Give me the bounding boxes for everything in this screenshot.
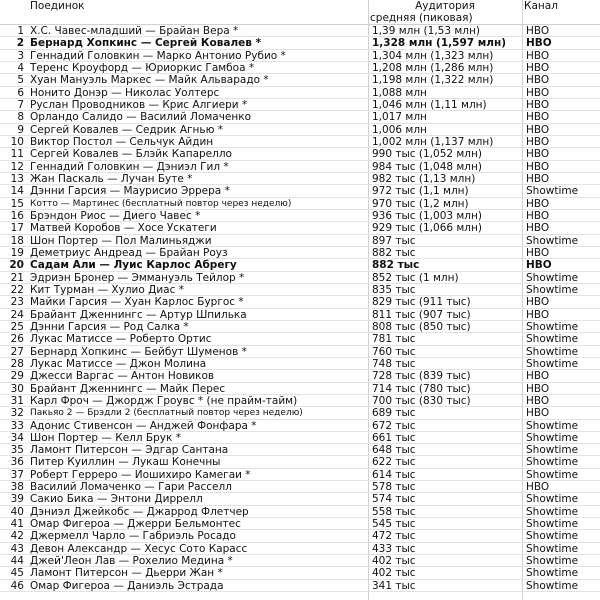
- row-audience: 835 тыс: [372, 283, 416, 296]
- row-audience: 1,208 млн (1,286 млн): [372, 61, 494, 74]
- table-row: [0, 284, 600, 296]
- table-row: [0, 136, 600, 148]
- row-channel: Showtime: [526, 555, 579, 568]
- row-fight: Карл Фроч — Джордж Гроувс * (не прайм-тайм): [30, 394, 298, 407]
- row-audience: 472 тыс: [372, 530, 416, 543]
- table-row: [0, 62, 600, 74]
- table-row: [0, 567, 600, 579]
- table-row: [0, 407, 600, 419]
- row-channel: HBO: [526, 481, 550, 494]
- row-fight: Брайант Дженнингс — Артур Шпилька: [30, 308, 247, 321]
- row-audience: 1,39 млн (1,53 млн): [372, 25, 480, 37]
- row-channel: Showtime: [526, 419, 579, 432]
- table-row: [0, 333, 600, 345]
- row-fight: Джей'Леон Лав — Рохелио Медина *: [30, 555, 233, 568]
- table-row: [0, 456, 600, 468]
- row-audience: 700 тыс (830 тыс): [372, 394, 471, 407]
- row-number: 41: [10, 518, 24, 531]
- row-number: 39: [10, 493, 24, 506]
- row-number: 42: [10, 530, 24, 543]
- table-row: [0, 321, 600, 333]
- table-row: [0, 74, 600, 86]
- row-fight: Эдриэн Бронер — Эммануэль Тейлор *: [30, 271, 245, 284]
- row-fight: Дэниэл Джейкобс — Джаррод Флетчер: [30, 505, 249, 518]
- row-channel: Showtime: [526, 271, 579, 284]
- row-audience: 882 тыс: [372, 259, 420, 272]
- row-audience: 811 тыс (907 тыс): [372, 308, 471, 321]
- row-channel: Showtime: [526, 444, 579, 457]
- row-number: 26: [10, 333, 24, 346]
- row-fight: Нонито Донэр — Николас Уолтерс: [30, 86, 220, 99]
- table-header: [0, 0, 600, 25]
- row-channel: Showtime: [526, 493, 579, 506]
- row-fight: Омар Фигероа — Джерри Бельмонтес: [30, 518, 241, 531]
- table-row: [0, 555, 600, 567]
- row-number: 19: [10, 246, 24, 259]
- table-row: [0, 493, 600, 505]
- table-row: [0, 296, 600, 308]
- table-row: [0, 530, 600, 542]
- row-fight: Брайант Дженнингс — Майк Перес: [30, 382, 226, 395]
- row-fight: Деметриус Андреад — Брайан Роуз: [30, 246, 228, 259]
- row-audience: 1,046 млн (1,11 млн): [372, 98, 487, 111]
- row-audience: 984 тыс (1,048 млн): [372, 160, 482, 173]
- row-audience: 622 тыс: [372, 456, 416, 469]
- row-number: 29: [10, 370, 24, 383]
- row-audience: 402 тыс: [372, 567, 416, 580]
- row-number: 36: [10, 456, 24, 469]
- table-row: [0, 469, 600, 481]
- row-fight: Сергей Ковалев — Блэйк Капарелло: [30, 148, 232, 161]
- row-audience: 574 тыс: [372, 493, 416, 506]
- row-channel: HBO: [526, 98, 550, 111]
- table-row: [0, 506, 600, 518]
- row-fight: Адонис Стивенсон — Анджей Фонфара *: [30, 419, 257, 432]
- row-fight: Шон Портер — Пол Малиньяджи: [30, 234, 212, 247]
- table-row: [0, 37, 600, 49]
- row-number: 30: [10, 382, 24, 395]
- row-channel: Showtime: [526, 456, 579, 469]
- row-number: 16: [10, 209, 24, 222]
- row-audience: 970 тыс (1,2 млн): [372, 197, 469, 210]
- row-number: 18: [10, 234, 24, 247]
- table-row: [0, 247, 600, 259]
- table-row: [0, 420, 600, 432]
- table-row: [0, 518, 600, 530]
- row-number: 9: [17, 123, 24, 136]
- table-row: [0, 543, 600, 555]
- row-number: 24: [10, 308, 24, 321]
- row-channel: HBO: [526, 296, 550, 309]
- row-audience: 936 тыс (1,003 млн): [372, 209, 482, 222]
- row-audience: 614 тыс: [372, 468, 416, 481]
- row-channel: HBO: [526, 259, 552, 272]
- row-fight: Джесси Варгас — Антон Новиков: [30, 370, 215, 383]
- row-number: 6: [17, 86, 24, 99]
- table-row: [0, 25, 600, 37]
- row-audience: 1,006 млн: [372, 123, 427, 136]
- row-audience: 1,198 млн (1,322 млн): [372, 74, 494, 87]
- row-channel: HBO: [526, 382, 550, 395]
- row-audience: 689 тыс: [372, 407, 416, 420]
- table-row: [0, 87, 600, 99]
- row-number: 8: [17, 111, 24, 124]
- row-audience: 897 тыс: [372, 234, 416, 247]
- table-row: [0, 432, 600, 444]
- row-fight: Дэнни Гарсия — Род Салка *: [30, 320, 189, 333]
- table-row: [0, 235, 600, 247]
- table-row: [0, 161, 600, 173]
- table-row: [0, 309, 600, 321]
- row-fight: Шон Портер — Келл Брук *: [30, 431, 181, 444]
- row-fight: Ламонт Питерсон — Эдгар Сантана: [30, 444, 229, 457]
- row-channel: HBO: [526, 246, 550, 259]
- row-fight: Теренс Кроуфорд — Юриоркис Гамбоа *: [30, 61, 255, 74]
- table-row: [0, 148, 600, 160]
- row-channel: HBO: [526, 135, 550, 148]
- row-channel: HBO: [526, 148, 550, 161]
- table-row: [0, 50, 600, 62]
- row-number: 33: [10, 419, 24, 432]
- table-row: [0, 346, 600, 358]
- row-fight: Лукас Матиссе — Джон Молина: [30, 357, 207, 370]
- table-row: [0, 185, 600, 197]
- row-fight: Бернард Хопкинс — Бейбут Шуменов *: [30, 345, 247, 358]
- row-number: 40: [10, 505, 24, 518]
- table-row: [0, 99, 600, 111]
- row-audience: 341 тыс: [372, 579, 416, 592]
- row-fight: Пакьяо 2 — Брэдли 2 (бесплатный повтор через неделю): [30, 408, 303, 419]
- row-channel: HBO: [526, 25, 550, 37]
- row-fight: Роберт Герреро — Йошихиро Камегаи *: [30, 468, 251, 481]
- row-audience: 1,088 млн: [372, 86, 427, 99]
- table-row: [0, 272, 600, 284]
- row-audience: 1,304 млн (1,323 млн): [372, 49, 494, 62]
- row-number: 37: [10, 468, 24, 481]
- row-channel: Showtime: [526, 185, 579, 198]
- row-channel: Showtime: [526, 468, 579, 481]
- row-number: 11: [10, 148, 24, 161]
- row-number: 20: [9, 259, 24, 272]
- row-audience: 545 тыс: [372, 518, 416, 531]
- row-fight: Сакио Бика — Энтони Диррелл: [30, 493, 203, 506]
- table-row: [0, 173, 600, 185]
- row-channel: HBO: [526, 172, 550, 185]
- row-number: 17: [10, 222, 24, 235]
- row-number: 4: [17, 61, 24, 74]
- row-fight: Садам Али — Луис Карлос Абрегу: [30, 259, 237, 272]
- row-channel: HBO: [526, 61, 550, 74]
- row-audience: 972 тыс (1,1 млн): [372, 185, 469, 198]
- row-audience: 929 тыс (1,066 млн): [372, 222, 482, 235]
- table-row: [0, 358, 600, 370]
- row-audience: 558 тыс: [372, 505, 416, 518]
- header-audience: Аудитория: [415, 0, 475, 12]
- row-number: 23: [10, 296, 24, 309]
- row-number: 44: [10, 555, 24, 568]
- table-row: [0, 222, 600, 234]
- row-fight: Ламонт Питерсон — Дьерри Жан *: [30, 567, 223, 580]
- header-audience-sub: средняя (пиковая): [370, 12, 473, 24]
- table-row: [0, 198, 600, 210]
- row-audience: 748 тыс: [372, 357, 416, 370]
- row-number: 46: [10, 579, 24, 592]
- row-fight: Омар Фигероа — Даниэль Эстрада: [30, 579, 224, 592]
- row-channel: HBO: [526, 49, 550, 62]
- header-fight: Поединок: [30, 0, 85, 12]
- row-audience: 402 тыс: [372, 555, 416, 568]
- row-fight: Орландо Салидо — Василий Ломаченко: [30, 111, 252, 124]
- row-audience: 1,017 млн: [372, 111, 427, 124]
- row-fight: Девон Александр — Хесус Сото Карасс: [30, 542, 248, 555]
- row-number: 35: [10, 444, 24, 457]
- row-channel: HBO: [526, 197, 550, 210]
- table-body: [0, 25, 600, 592]
- row-number: 3: [17, 49, 24, 62]
- row-number: 45: [10, 567, 24, 580]
- row-fight: Геннадий Головкин — Марко Антонио Рубио *: [30, 49, 286, 62]
- row-fight: Сергей Ковалев — Седрик Агнью *: [30, 123, 224, 136]
- header-audience-group: [370, 0, 520, 24]
- row-audience: 728 тыс (839 тыс): [372, 370, 471, 383]
- row-channel: HBO: [526, 37, 552, 50]
- table-row: [0, 259, 600, 271]
- row-audience: 661 тыс: [372, 431, 416, 444]
- row-number: 1: [17, 25, 24, 37]
- row-channel: HBO: [526, 74, 550, 87]
- row-channel: HBO: [526, 394, 550, 407]
- row-audience: 882 тыс: [372, 246, 416, 259]
- row-fight: Василий Ломаченко — Гари Расселл: [30, 481, 232, 494]
- row-number: 21: [10, 271, 24, 284]
- row-fight: Котто — Мартинес (бесплатный повтор через неделю): [30, 198, 292, 209]
- row-fight: Матвей Коробов — Хосе Ускатеги: [30, 222, 217, 235]
- row-channel: Showtime: [526, 431, 579, 444]
- row-fight: Кит Турман — Хулио Диас *: [30, 283, 184, 296]
- row-channel: HBO: [526, 86, 550, 99]
- row-number: 27: [10, 345, 24, 358]
- row-number: 7: [17, 98, 24, 111]
- row-number: 5: [17, 74, 24, 87]
- row-audience: 714 тыс (780 тыс): [372, 382, 471, 395]
- row-channel: HBO: [526, 407, 550, 420]
- row-channel: HBO: [526, 209, 550, 222]
- row-channel: Showtime: [526, 357, 579, 370]
- row-fight: Джермелл Чарло — Габриэль Росадо: [30, 530, 236, 543]
- row-audience: 1,328 млн (1,597 млн): [372, 37, 507, 50]
- row-audience: 990 тыс (1,052 млн): [372, 148, 482, 161]
- row-number: 32: [10, 407, 24, 420]
- table-row: [0, 124, 600, 136]
- row-fight: Руслан Проводников — Крис Алгиери *: [30, 98, 248, 111]
- row-fight: Питер Куиллин — Лукаш Конечны: [30, 456, 221, 469]
- row-number: 15: [10, 197, 24, 210]
- row-channel: Showtime: [526, 542, 579, 555]
- row-number: 12: [10, 160, 24, 173]
- table-row: [0, 111, 600, 123]
- row-number: 2: [16, 37, 24, 50]
- row-channel: HBO: [526, 222, 550, 235]
- table-row: [0, 444, 600, 456]
- row-channel: Showtime: [526, 234, 579, 247]
- row-channel: Showtime: [526, 345, 579, 358]
- row-number: 25: [10, 320, 24, 333]
- row-channel: HBO: [526, 111, 550, 124]
- row-number: 13: [10, 172, 24, 185]
- row-number: 14: [10, 185, 24, 198]
- table-row: [0, 210, 600, 222]
- row-channel: Showtime: [526, 505, 579, 518]
- row-channel: HBO: [526, 370, 550, 383]
- row-audience: 672 тыс: [372, 419, 416, 432]
- table-row: [0, 580, 600, 592]
- row-number: 10: [10, 135, 24, 148]
- row-number: 31: [10, 394, 24, 407]
- row-fight: Бернард Хопкинс — Сергей Ковалев *: [30, 37, 262, 50]
- row-channel: HBO: [526, 308, 550, 321]
- row-channel: Showtime: [526, 567, 579, 580]
- row-number: 28: [10, 357, 24, 370]
- row-audience: 781 тыс: [372, 333, 416, 346]
- row-channel: HBO: [526, 123, 550, 136]
- row-audience: 578 тыс: [372, 481, 416, 494]
- row-audience: 1,002 млн (1,137 млн): [372, 135, 494, 148]
- row-channel: Showtime: [526, 333, 579, 346]
- row-audience: 648 тыс: [372, 444, 416, 457]
- row-fight: Геннадий Головкин — Дэниэл Гил *: [30, 160, 229, 173]
- table-row: [0, 395, 600, 407]
- row-audience: 760 тыс: [372, 345, 416, 358]
- row-channel: Showtime: [526, 320, 579, 333]
- row-fight: Жан Паскаль — Лучан Буте *: [30, 172, 193, 185]
- header-channel: Канал: [524, 0, 558, 12]
- row-number: 43: [10, 542, 24, 555]
- row-fight: Майки Гарсия — Хуан Карлос Бургос *: [30, 296, 244, 309]
- row-number: 34: [10, 431, 24, 444]
- row-fight: Дэнни Гарсия — Маурисио Эррера *: [30, 185, 230, 198]
- row-fight: Х.С. Чавес-младший — Брайан Вера *: [30, 25, 239, 37]
- table-row: [0, 481, 600, 493]
- row-fight: Брэндон Риос — Диего Чавес *: [30, 209, 201, 222]
- row-channel: Showtime: [526, 283, 579, 296]
- row-audience: 808 тыс (850 тыс): [372, 320, 471, 333]
- row-channel: HBO: [526, 160, 550, 173]
- row-fight: Хуан Мануэль Маркес — Майк Альварадо *: [30, 74, 269, 87]
- row-channel: Showtime: [526, 530, 579, 543]
- row-channel: Showtime: [526, 579, 579, 592]
- row-audience: 433 тыс: [372, 542, 416, 555]
- row-number: 22: [10, 283, 24, 296]
- table-row: [0, 383, 600, 395]
- row-fight: Лукас Матиссе — Роберто Ортис: [30, 333, 212, 346]
- table-row: [0, 370, 600, 382]
- row-fight: Виктор Постол — Сельчук Айдин: [30, 135, 214, 148]
- row-channel: Showtime: [526, 518, 579, 531]
- row-audience: 829 тыс (911 тыс): [372, 296, 471, 309]
- row-number: 38: [10, 481, 24, 494]
- row-audience: 852 тыс (1 млн): [372, 271, 459, 284]
- row-audience: 982 тыс (1,13 млн): [372, 172, 476, 185]
